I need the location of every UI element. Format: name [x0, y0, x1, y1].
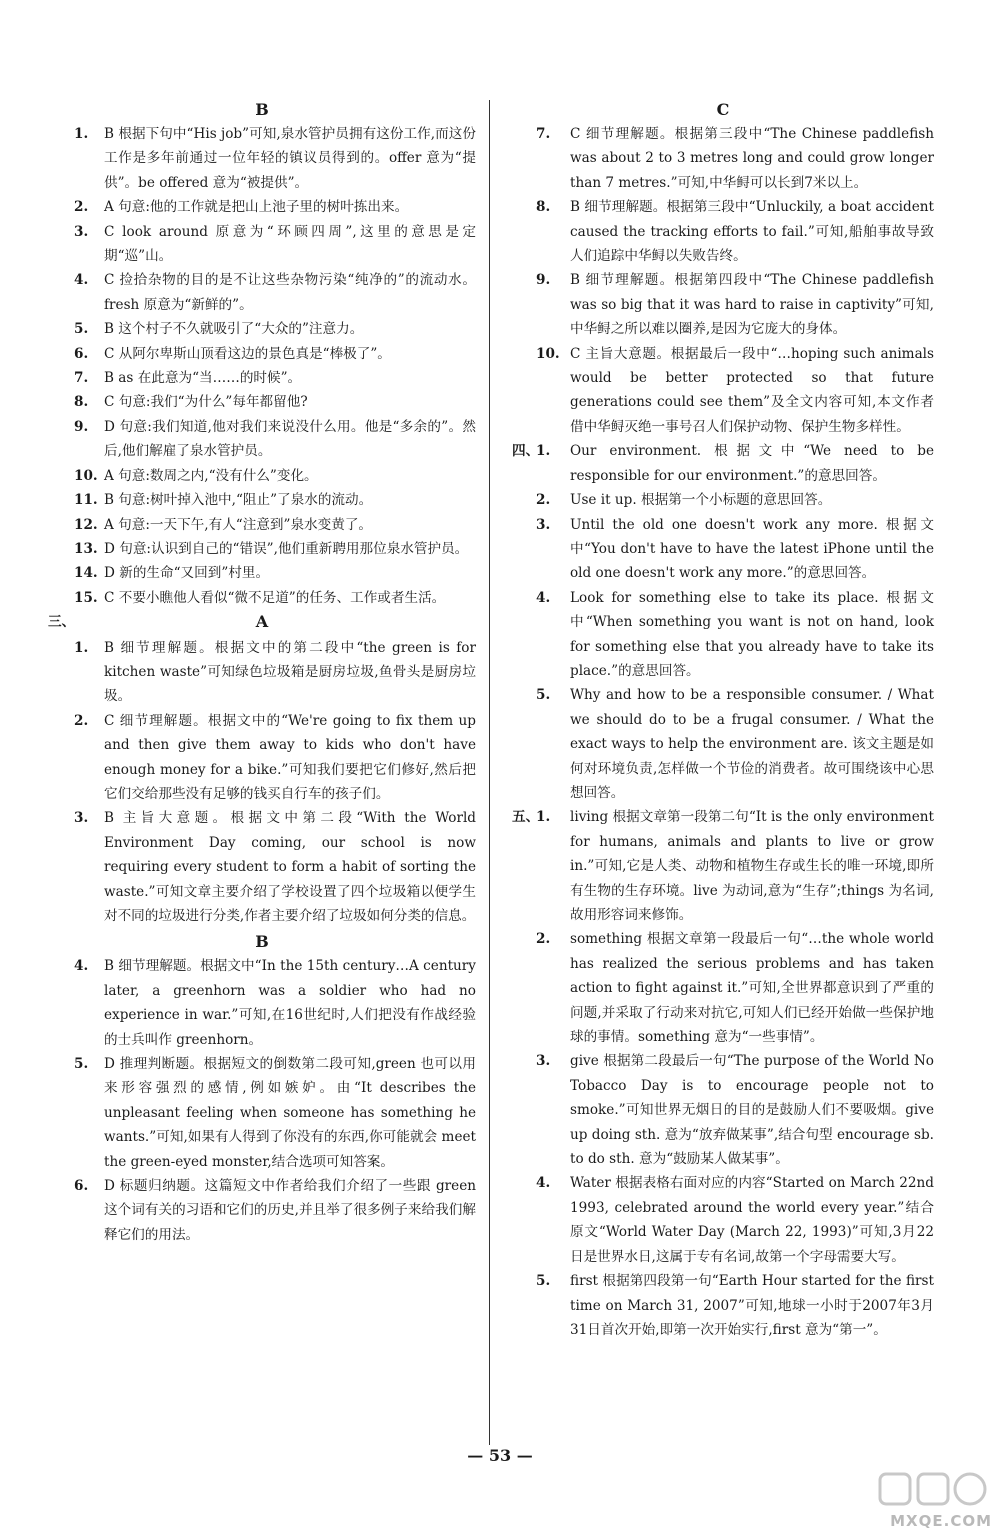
- answer-explanation: D 标题归纳题。这篇短文中作者给我们介绍了一些跟 green 这个词有关的习语和它们的历史,并且举了很多例子来给我们解释它们的用法。: [104, 1178, 476, 1243]
- question-number: 4.: [536, 1175, 551, 1192]
- answer-item: [512, 439, 934, 488]
- answer-item: [48, 537, 476, 561]
- question-number: 2.: [74, 199, 89, 216]
- answer-explanation: D 推理判断题。根据短文的倒数第二段可知,green 也可以用来形容强烈的感情,例如嫉妒。由“It describes the unpleasant feeling when someone has something he wants.”可知,如果有人得到了你没有的东西,你可能就会 meet the green-eyed monster,结合选项可知答案。: [104, 1056, 476, 1170]
- answer-explanation: B 细节理解题。根据文中的第二段中“the green is for kitchen waste”可知绿色垃圾箱是厨房垃圾,鱼骨头是厨房垃圾。: [104, 639, 476, 705]
- column-divider: [489, 100, 490, 1445]
- question-number: 7.: [536, 126, 551, 142]
- question-number: 12.: [74, 516, 98, 533]
- answer-item: [48, 806, 476, 928]
- answer-item: [512, 927, 934, 1049]
- answer-item: [48, 268, 476, 317]
- answer-explanation: C 捡拾杂物的目的是不让这些杂物污染“纯净的”的流动水。fresh 原意为“新鲜的”。: [104, 272, 476, 313]
- answer-explanation: A 句意:他的工作就是把山上池子里的树叶拣出来。: [104, 199, 409, 216]
- answer-explanation: B 细节理解题。根据文中“In the 15th century…A century later, a greenhorn was a soldier who had no experience in war.”可知,在16世纪时,人们把没有作战经验的士兵叫作 greenhorn。: [104, 958, 476, 1048]
- answer-item: [48, 488, 476, 512]
- question-number: 8.: [536, 199, 551, 216]
- answer-explanation: living 根据文章第一段第二句“It is the only environment for humans, animals and plants to live or grow in.”可知,它是人类、动物和植物生存或生长的唯一环境,即所有生物的生存环境。live 为动词,意为“生存”;things 为名词,故用形容词来修饰。: [570, 809, 934, 923]
- question-number: 7.: [74, 370, 89, 387]
- answer-explanation: something 根据文章第一段最后一句“…the whole world has realized the serious problems and has taken action to fight against it.”可知,全世界都意识到了严重的问题,并采取了行动来对抗它,可知人们已经开始做一些保护地球的事情。something 意为“一些事情”。: [570, 931, 934, 1046]
- answer-explanation: Use it up. 根据第一个小标题的意思回答。: [570, 492, 832, 509]
- answer-item: [512, 488, 934, 512]
- question-number: 5.: [536, 687, 551, 704]
- answer-explanation: A 句意:数周之内,“没有什么”变化。: [104, 467, 318, 484]
- question-number: 3.: [536, 516, 551, 533]
- answer-explanation: B 这个村子不久就吸引了“大众的”注意力。: [104, 321, 364, 338]
- answer-explanation: Why and how to be a responsible consumer. / What we should do to be a frugal consumer. / What the exact ways to help the environment are. 该文主题是如何对环境负责,怎样做一个节俭的消费者。故可围绕该中心思想回答。: [570, 687, 934, 801]
- watermark-text: MXQE.COM: [890, 1512, 992, 1530]
- answer-item: [512, 268, 934, 341]
- question-number: 3.: [536, 1053, 551, 1070]
- answer-explanation: D 新的生命“又回到”村里。: [104, 565, 270, 582]
- answer-item: [512, 1049, 934, 1171]
- section-heading: A: [255, 612, 269, 632]
- question-number: 6.: [74, 345, 89, 362]
- answer-item: [512, 805, 934, 927]
- question-number: 5.: [74, 321, 89, 338]
- answer-item: [512, 1171, 934, 1269]
- answer-explanation: C 句意:我们“为什么”每年都留他?: [104, 394, 308, 411]
- left-column: [48, 96, 476, 1247]
- answer-item: [48, 561, 476, 585]
- answer-explanation: Our environment. 根据文中“We need to be responsible for our environment.”的意思回答。: [570, 443, 934, 484]
- part-label: 五、: [512, 809, 540, 826]
- question-number: 2.: [536, 492, 551, 509]
- section-heading: B: [255, 932, 269, 952]
- answer-explanation: B 根据下句中“His job”可知,泉水管护员拥有这份工作,而这份工作是多年前通过一位年轻的镇议员得到的。offer 意为“提供”。be offered 意为“被提供”。: [104, 126, 476, 191]
- answer-item: [48, 1174, 476, 1247]
- answer-explanation: D 句意:我们知道,他对我们来说没什么用。他是“多余的”。然后,他们解雇了泉水管护员。: [104, 418, 476, 460]
- answer-item: [512, 683, 934, 805]
- question-number: 4.: [74, 958, 89, 975]
- question-number: 5.: [74, 1056, 89, 1073]
- answer-item: [512, 513, 934, 586]
- answer-item: [48, 586, 476, 610]
- question-number: 3.: [74, 810, 89, 827]
- question-number: 5.: [536, 1273, 551, 1290]
- question-number: 14.: [74, 565, 98, 582]
- answer-item: [512, 122, 934, 195]
- question-number: 1.: [536, 809, 551, 826]
- answer-explanation: give 根据第二段最后一句“The purpose of the World No Tobacco Day is to encourage people not to smoke.”可知世界无烟日的目的是鼓励人们不要吸烟。give up doing sth. 意为“放弃做某事”,结合句型 encourage sb. to do sth. 意为“鼓励某人做某事”。: [570, 1053, 934, 1168]
- answer-explanation: C look around 原意为“环顾四周”,这里的意思是定期“巡”山。: [104, 223, 476, 265]
- section-heading: C: [716, 100, 730, 119]
- answer-item: [48, 195, 476, 219]
- answer-explanation: C 从阿尔卑斯山顶看这边的景色真是“棒极了”。: [104, 345, 391, 362]
- question-number: 15.: [74, 589, 98, 606]
- answer-explanation: Look for something else to take its place. 根据文中“When something you want is not on hand, look for something else that you already have to take its place.”的意思回答。: [570, 589, 934, 679]
- answer-explanation: B 主旨大意题。根据文中第二段“With the World Environment Day coming, our school is now requiring every student to form a habit of sorting the waste.”可知文章主要介绍了学校设置了四个垃圾箱以便学生对不同的垃圾进行分类,作者主要介绍了垃圾如何分类的信息。: [104, 810, 476, 924]
- answer-explanation: B 细节理解题。根据第四段中“The Chinese paddlefish was so big that it was hard to raise in captivity”可知,中华鲟之所以难以圈养,是因为它庞大的身体。: [570, 272, 934, 338]
- answer-item: [48, 122, 476, 195]
- answer-item: [48, 709, 476, 807]
- answer-item: [48, 513, 476, 537]
- answer-item: [48, 390, 476, 414]
- part-label: 三、: [48, 614, 76, 631]
- question-number: 9.: [74, 418, 89, 435]
- answer-explanation: A 句意:一天下午,有人“注意到”泉水变黄了。: [104, 516, 373, 533]
- part-heading: [48, 610, 476, 635]
- answer-explanation: Water 根据表格右面对应的内容“Started on March 22nd 1993, celebrated around the world every year.”结合原文“World Water Day (March 22, 1993)”可知,3月22日是世界水日,这属于专有名词,故第一个字母需要大写。: [570, 1175, 934, 1265]
- answer-explanation: D 句意:认识到自己的“错误”,他们重新聘用那位泉水管护员。: [104, 540, 469, 557]
- question-number: 10.: [74, 467, 98, 484]
- answer-explanation: B as 在此意为“当……的时候”。: [104, 370, 302, 387]
- answer-explanation: first 根据第四段第一句“Earth Hour started for the first time on March 31, 2007”可知,地球一小时于2007年3月31日首次开始,即第一次开始实行,first 意为“第一”。: [570, 1273, 934, 1338]
- section-heading: B: [255, 100, 269, 119]
- question-number: 1.: [74, 126, 89, 142]
- question-number: 13.: [74, 540, 98, 557]
- question-number: 1.: [74, 639, 89, 656]
- answer-item: [48, 954, 476, 1052]
- answer-explanation: Until the old one doesn't work any more. 根据文中“You don't have to have the latest iPhone until the old one doesn't work any more.”的意思回答。: [570, 516, 934, 582]
- part-label: 四、: [512, 443, 540, 460]
- answer-item: [512, 586, 934, 684]
- answer-item: [512, 342, 934, 440]
- question-number: 2.: [536, 931, 551, 948]
- question-number: 9.: [536, 272, 551, 289]
- answer-item: [512, 1269, 934, 1342]
- answer-explanation: C 细节理解题。根据第三段中“The Chinese paddlefish was about 2 to 3 metres long and could grow longer than 7 metres.”可知,中华鲟可以长到7米以上。: [570, 126, 934, 191]
- question-number: 2.: [74, 712, 89, 729]
- answer-item: [48, 1052, 476, 1174]
- question-number: 8.: [74, 394, 89, 411]
- answer-item: [48, 636, 476, 709]
- answer-explanation: B 细节理解题。根据第三段中“Unluckily, a boat accident caused the tracking efforts to fail.”可知,船舶事故导致人们追踪中华鲟以失败告终。: [570, 199, 934, 265]
- question-number: 1.: [536, 443, 551, 460]
- answer-item: [512, 195, 934, 268]
- answer-explanation: C 细节理解题。根据文中的“We're going to fix them up and then give them away to kids who don't have enough money for a bike.”可知我们要把它们修好,然后把它们交给那些没有足够的钱买自行车的孩子们。: [104, 712, 476, 802]
- question-number: 11.: [74, 492, 98, 509]
- question-number: 4.: [74, 272, 89, 289]
- answer-explanation: C 主旨大意题。根据最后一段中“…hoping such animals would be better protected so that future generations could see them”及全文内容可知,本文作者借中华鲟灭绝一事号召人们保护动物、保护生物多样性。: [570, 345, 934, 435]
- right-column: [512, 96, 934, 1342]
- answer-item: [48, 317, 476, 341]
- page-number: — 53 —: [467, 1446, 533, 1465]
- answer-explanation: B 句意:树叶掉入池中,“阻止”了泉水的流动。: [104, 492, 373, 509]
- answer-explanation: C 不要小瞧他人看似“微不足道”的任务、工作或者生活。: [104, 589, 446, 606]
- answer-item: [48, 220, 476, 269]
- answer-item: [48, 342, 476, 366]
- question-number: 3.: [74, 223, 89, 240]
- question-number: 10.: [536, 345, 560, 362]
- answer-item: [48, 415, 476, 464]
- answer-item: [48, 366, 476, 390]
- answer-item: [48, 464, 476, 488]
- question-number: 6.: [74, 1178, 89, 1195]
- question-number: 4.: [536, 589, 551, 606]
